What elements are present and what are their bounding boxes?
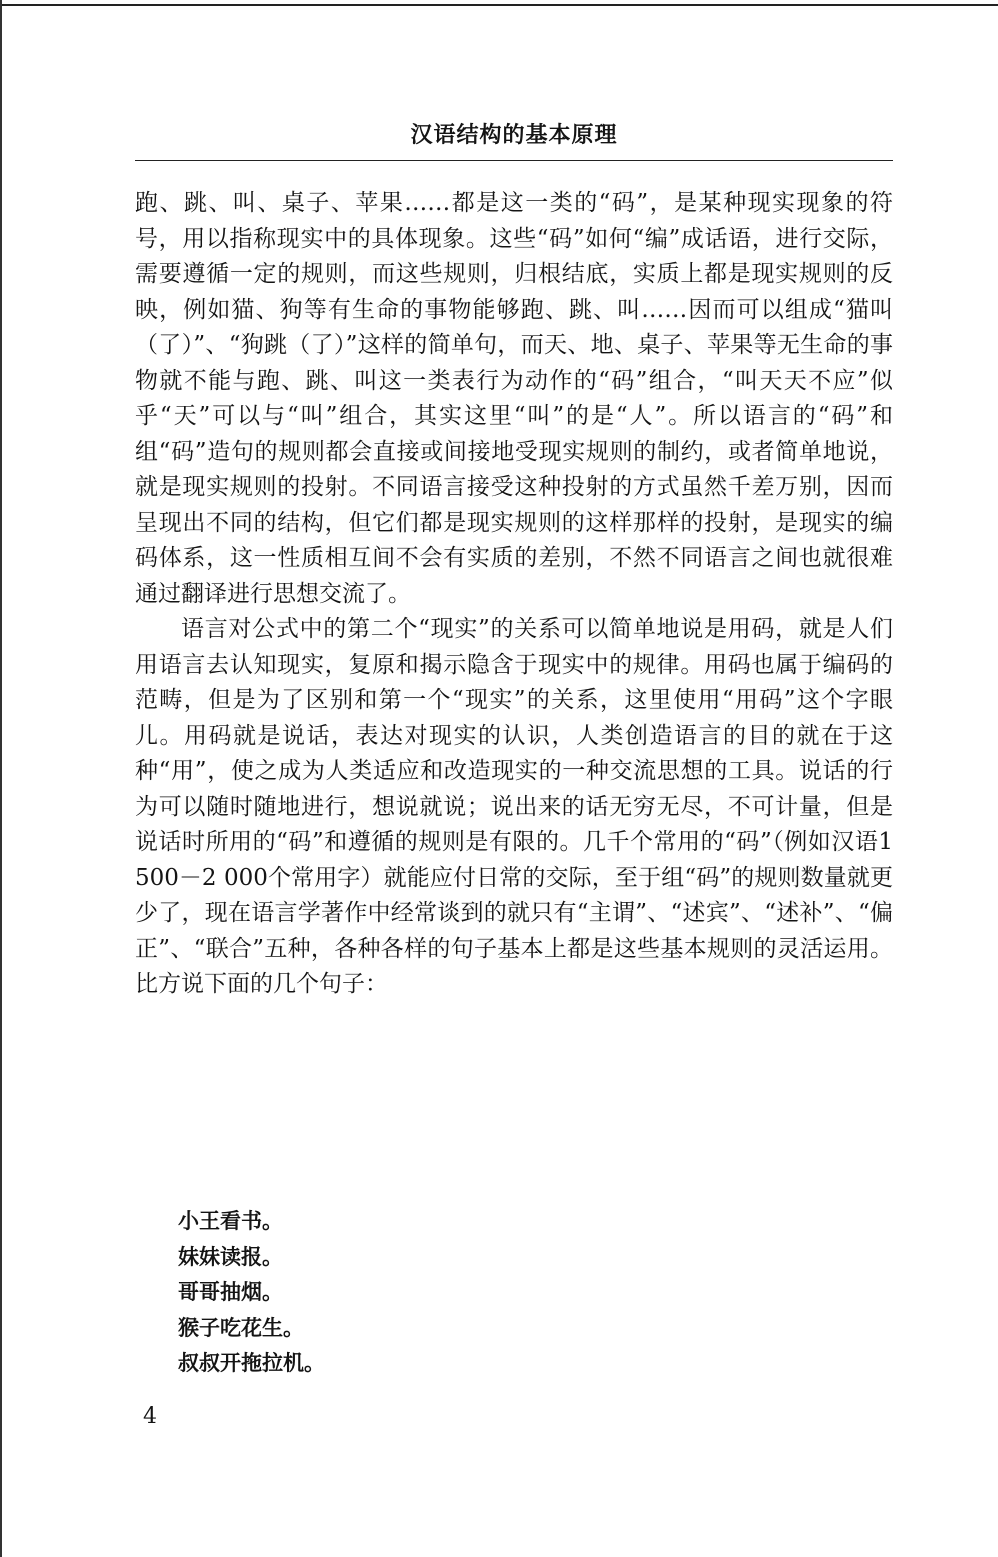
example-sentence: 叔叔开拖拉机。 [178,1350,325,1375]
example-sentence: 妹妹读报。 [178,1243,283,1269]
example-sentence: 哥哥抽烟。 [178,1279,283,1304]
paragraph-2: 语言对公式中的第二个“现实”的关系可以简单地说是用码，就是人们用语言去认知现实，复原和揭示隐含于现实中的规律。用码也属于编码的范畴，但是为了区别和第一个“现实”的关系，这里使用“用码”这个字眼儿。用码就是说话，表达对现实的认识，人类创造语言的目的就在于这种“用”，使之成为人类适应和改造现实的一种交流思想的工具。说话的行为可以随时随地进行，想说就说；说出来的话无穷无尽，不可计量，但是说话时所用的“码”和遵循的规则是有限的。几千个常用的“码”（例如汉语1 500－2 000个常用字）就能应付日常的交际，至于组“码”的规则数量就更少了，现在语言学著作中经常谈到的就只有“主谓”、“述宾”、“述补”、“偏正”、“联合”五种，各种各样的句子基本上都是这些基本规则的灵活运用。比方说下面的几个句子： [135,616,893,997]
scan-left-border [0,0,2,1557]
header-rule [135,160,893,161]
page-number: 4 [143,1404,157,1429]
body-text [135,186,893,1003]
example-sentence: 小王看书。 [178,1208,283,1233]
scan-top-border [0,4,998,6]
running-header: 汉语结构的基本原理 [410,123,618,148]
example-sentences [178,1203,325,1381]
paragraph-1: 跑、跳、叫、桌子、苹果……都是这一类的“码”，是某种现实现象的符号，用以指称现实中的具体现象。这些“码”如何“编”成话语，进行交际，需要遵循一定的规则，而这些规则，归根结底，实质上都是现实规则的反映，例如猫、狗等有生命的事物能够跑、跳、叫……因而可以组成“猫叫（了）”、“狗跳（了）”这样的简单句，而天、地、桌子、苹果等无生命的事物就不能与跑、跳、叫这一类表行为动作的“码”组合，“叫天天不应”似乎“天”可以与“叫”组合，其实这里“叫”的是“人”。所以语言的“码”和组“码”造句的规则都会直接或间接地受现实规则的制约，或者简单地说，就是现实规则的投射。不同语言接受这种投射的方式虽然千差万别，因而呈现出不同的结构，但它们都是现实规则的这样那样的投射，是现实的编码体系，这一性质相互间不会有实质的差别，不然不同语言之间也就很难通过翻译进行思想交流了。 [135,190,893,607]
example-sentence: 猴子吃花生。 [178,1314,304,1340]
